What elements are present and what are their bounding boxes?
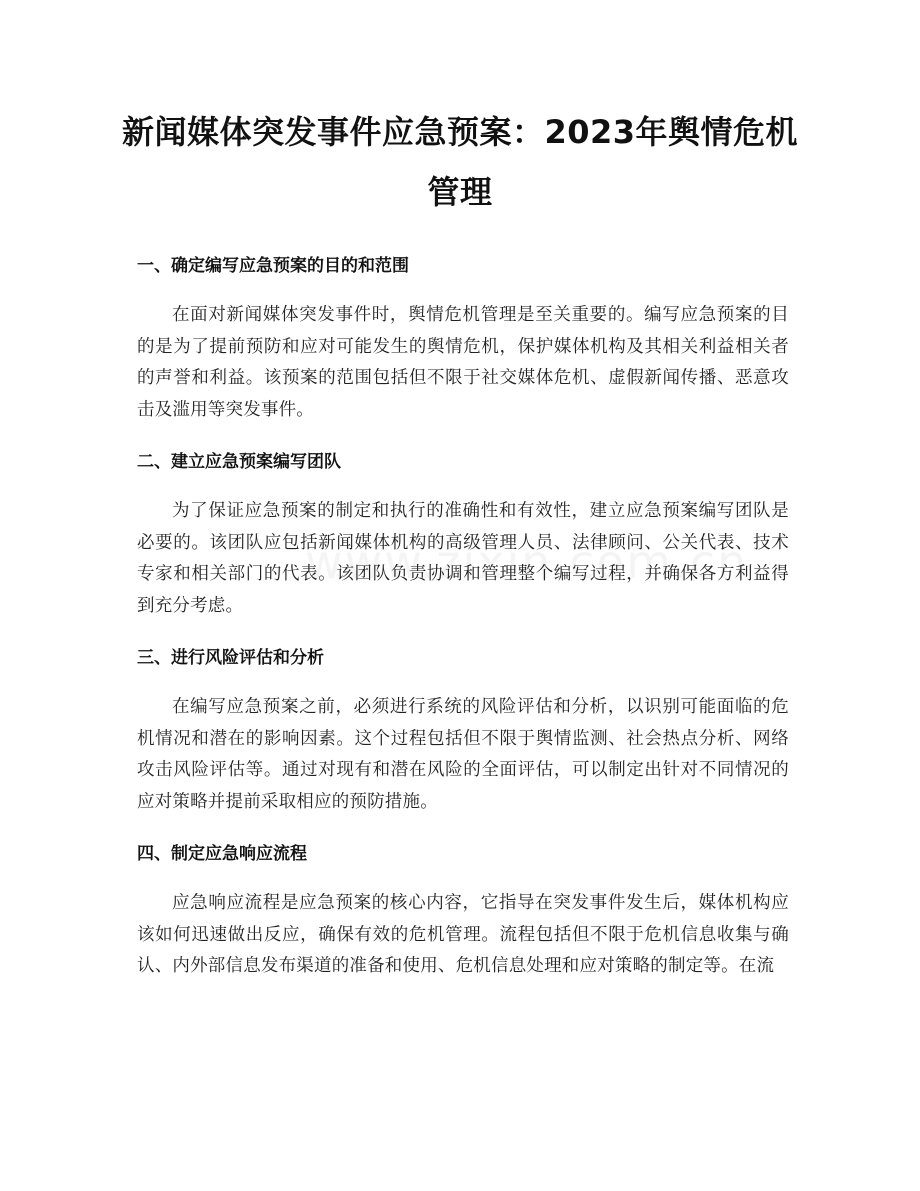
section-paragraph: 在编写应急预案之前，必须进行系统的风险评估和分析，以识别可能面临的危机情况和潜在的影响因素。这个过程包括但不限于舆情监测、社会热点分析、网络攻击风险评估等。通过对现有和潜在风险的全面评估，可以制定出针对不同情况的应对策略并提前采取相应的预防措施。 bbox=[137, 697, 789, 812]
document-body bbox=[137, 250, 789, 1003]
section-heading: 一、确定编写应急预案的目的和范围 bbox=[137, 256, 409, 276]
section-team bbox=[137, 446, 789, 622]
section-risk-assessment bbox=[137, 642, 789, 818]
section-heading: 二、建立应急预案编写团队 bbox=[137, 452, 341, 472]
section-purpose-scope bbox=[137, 250, 789, 426]
section-paragraph: 在面对新闻媒体突发事件时，舆情危机管理是至关重要的。编写应急预案的目的是为了提前预防和应对可能发生的舆情危机，保护媒体机构及其相关利益相关者的声誉和利益。该预案的范围包括但不限于社交媒体危机、虚假新闻传播、恶意攻击及滥用等突发事件。 bbox=[137, 305, 789, 420]
section-paragraph: 应急响应流程是应急预案的核心内容，它指导在突发事件发生后，媒体机构应该如何迅速做出反应，确保有效的危机管理。流程包括但不限于危机信息收集与确认、内外部信息发布渠道的准备和使用、危机信息处理和应对策略的制定等。在流 bbox=[137, 893, 789, 976]
section-heading: 四、制定应急响应流程 bbox=[137, 844, 307, 864]
section-response-process bbox=[137, 838, 789, 983]
document-title: 新闻媒体突发事件应急预案：2023年舆情危机管理 bbox=[121, 113, 799, 211]
section-heading: 三、进行风险评估和分析 bbox=[137, 648, 324, 668]
section-paragraph: 为了保证应急预案的制定和执行的准确性和有效性，建立应急预案编写团队是必要的。该团队应包括新闻媒体机构的高级管理人员、法律顾问、公关代表、技术专家和相关部门的代表。该团队负责协调和管理整个编写过程，并确保各方利益得到充分考虑。 bbox=[137, 501, 789, 616]
